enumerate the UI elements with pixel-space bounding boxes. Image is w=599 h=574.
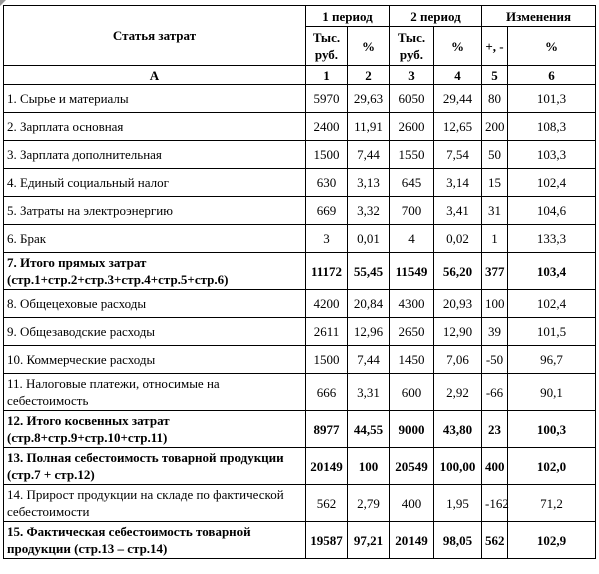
row-diff: 100 [482,290,508,318]
row-p1-percent: 100 [348,448,390,485]
row-p2-percent: 3,41 [434,197,482,225]
row-name: 4. Единый социальный налог [4,169,306,197]
row-name: 14. Прирост продукции на складе по фактической себестоимости [4,485,306,522]
row-p1-value: 669 [306,197,348,225]
row-diff: 50 [482,141,508,169]
row-p1-percent: 29,63 [348,85,390,113]
row-p2-percent: 12,90 [434,318,482,346]
table-row [4,374,596,411]
row-p2-value: 645 [390,169,434,197]
row-change-percent: 102,9 [508,522,596,559]
table-row [4,522,596,559]
row-p1-percent: 3,31 [348,374,390,411]
row-name: 5. Затраты на электроэнергию [4,197,306,225]
header-letter-3: 3 [390,66,434,85]
row-p1-percent: 20,84 [348,290,390,318]
row-diff: 80 [482,85,508,113]
row-change-percent: 103,3 [508,141,596,169]
row-diff: 23 [482,411,508,448]
row-name: 13. Полная себестоимость товарной продукции (стр.7 + стр.12) [4,448,306,485]
header-letter-6: 6 [508,66,596,85]
header-letter-1: 1 [306,66,348,85]
row-change-percent: 108,3 [508,113,596,141]
row-p1-percent: 3,32 [348,197,390,225]
row-p2-value: 1550 [390,141,434,169]
header-period2: 2 период [390,6,482,27]
row-p1-value: 11172 [306,253,348,290]
row-p2-value: 600 [390,374,434,411]
row-change-percent: 102,4 [508,290,596,318]
row-p2-percent: 1,95 [434,485,482,522]
header-letter-4: 4 [434,66,482,85]
row-p1-value: 4200 [306,290,348,318]
header-p1-unit: Тыс. руб. [306,27,348,66]
row-change-percent: 102,0 [508,448,596,485]
table-row [4,411,596,448]
table-row [4,85,596,113]
row-name: 7. Итого прямых затрат (стр.1+стр.2+стр.3+стр.4+стр.5+стр.6) [4,253,306,290]
row-change-percent: 96,7 [508,346,596,374]
header-p2-unit: Тыс. руб. [390,27,434,66]
row-p1-percent: 44,55 [348,411,390,448]
row-diff: 200 [482,113,508,141]
row-name: 1. Сырье и материалы [4,85,306,113]
row-diff: 377 [482,253,508,290]
row-p1-percent: 97,21 [348,522,390,559]
table-row [4,253,596,290]
row-change-percent: 103,4 [508,253,596,290]
row-p1-percent: 3,13 [348,169,390,197]
header-letter-5: 5 [482,66,508,85]
row-p1-percent: 2,79 [348,485,390,522]
row-p1-value: 1500 [306,346,348,374]
row-p1-value: 630 [306,169,348,197]
header-p2-pct: % [434,27,482,66]
row-p1-value: 5970 [306,85,348,113]
row-p2-percent: 7,54 [434,141,482,169]
table-row [4,346,596,374]
row-name: 2. Зарплата основная [4,113,306,141]
row-p1-percent: 12,96 [348,318,390,346]
cost-table-body [4,85,596,559]
row-p2-percent: 20,93 [434,290,482,318]
row-p1-value: 1500 [306,141,348,169]
row-name: 9. Общезаводские расходы [4,318,306,346]
header-diff: +, - [482,27,508,66]
row-p2-percent: 0,02 [434,225,482,253]
row-change-percent: 100,3 [508,411,596,448]
table-row [4,318,596,346]
cost-table [3,5,596,559]
row-change-percent: 71,2 [508,485,596,522]
row-p1-value: 2611 [306,318,348,346]
row-diff: 1 [482,225,508,253]
row-diff: -162 [482,485,508,522]
row-p1-percent: 7,44 [348,141,390,169]
row-p2-percent: 7,06 [434,346,482,374]
row-p1-value: 3 [306,225,348,253]
row-p1-percent: 7,44 [348,346,390,374]
row-name: 10. Коммерческие расходы [4,346,306,374]
row-p2-percent: 29,44 [434,85,482,113]
row-p2-value: 11549 [390,253,434,290]
row-p2-value: 2600 [390,113,434,141]
row-p2-percent: 3,14 [434,169,482,197]
row-change-percent: 102,4 [508,169,596,197]
row-p1-value: 19587 [306,522,348,559]
row-p2-percent: 100,00 [434,448,482,485]
header-article: Статья затрат [4,6,306,66]
table-row [4,448,596,485]
row-p2-value: 2650 [390,318,434,346]
table-row [4,225,596,253]
row-name: 8. Общецеховые расходы [4,290,306,318]
row-p2-value: 700 [390,197,434,225]
header-period1: 1 период [306,6,390,27]
header-letter-2: 2 [348,66,390,85]
row-diff: -50 [482,346,508,374]
table-row [4,113,596,141]
row-p2-percent: 98,05 [434,522,482,559]
row-name: 11. Налоговые платежи, относимые на себестоимость [4,374,306,411]
row-p2-value: 9000 [390,411,434,448]
row-change-percent: 101,5 [508,318,596,346]
row-p2-value: 400 [390,485,434,522]
row-name: 12. Итого косвенных затрат (стр.8+стр.9+стр.10+стр.11) [4,411,306,448]
row-p2-percent: 56,20 [434,253,482,290]
row-p2-percent: 12,65 [434,113,482,141]
table-row [4,290,596,318]
row-p1-percent: 55,45 [348,253,390,290]
row-p2-value: 4300 [390,290,434,318]
header-chg-pct: % [508,27,596,66]
table-row [4,197,596,225]
row-change-percent: 133,3 [508,225,596,253]
row-diff: 31 [482,197,508,225]
row-diff: -66 [482,374,508,411]
row-diff: 15 [482,169,508,197]
row-p1-percent: 0,01 [348,225,390,253]
row-diff: 562 [482,522,508,559]
row-diff: 39 [482,318,508,346]
header-changes: Изменения [482,6,596,27]
row-p1-value: 2400 [306,113,348,141]
row-diff: 400 [482,448,508,485]
row-p1-percent: 11,91 [348,113,390,141]
row-change-percent: 90,1 [508,374,596,411]
table-row [4,485,596,522]
row-p2-percent: 43,80 [434,411,482,448]
row-change-percent: 104,6 [508,197,596,225]
row-p2-value: 20549 [390,448,434,485]
row-p2-percent: 2,92 [434,374,482,411]
row-p2-value: 20149 [390,522,434,559]
table-row [4,141,596,169]
row-p2-value: 6050 [390,85,434,113]
row-name: 6. Брак [4,225,306,253]
row-p1-value: 8977 [306,411,348,448]
header-letter-a: А [4,66,306,85]
header-p1-pct: % [348,27,390,66]
row-p2-value: 4 [390,225,434,253]
table-row [4,169,596,197]
row-name: 15. Фактическая себестоимость товарной продукции (стр.13 – стр.14) [4,522,306,559]
row-p1-value: 666 [306,374,348,411]
row-p2-value: 1450 [390,346,434,374]
row-name: 3. Зарплата дополнительная [4,141,306,169]
row-p1-value: 20149 [306,448,348,485]
row-change-percent: 101,3 [508,85,596,113]
row-p1-value: 562 [306,485,348,522]
